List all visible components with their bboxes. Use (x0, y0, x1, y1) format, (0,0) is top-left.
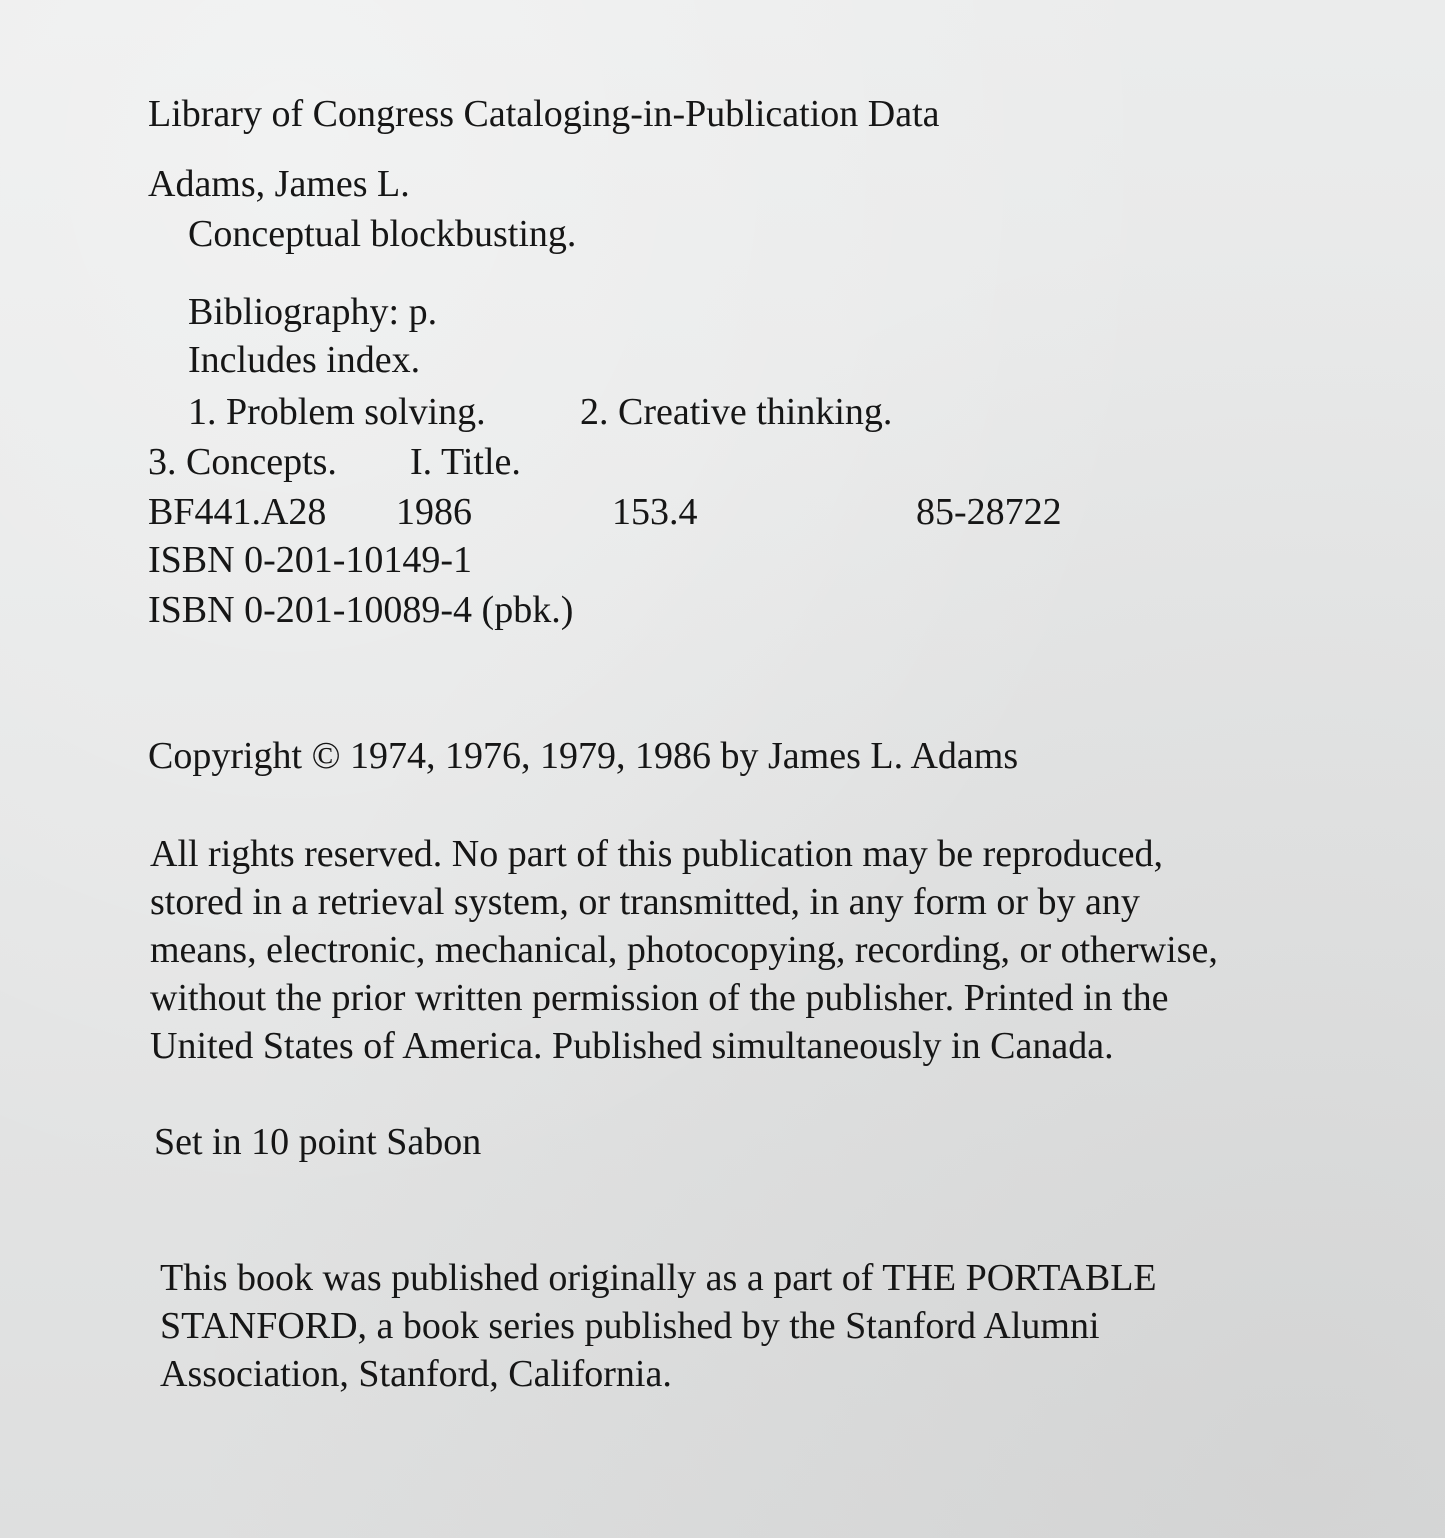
rights-line: without the prior written permission of the publisher. Printed in the (150, 977, 1169, 1019)
rights-line: stored in a retrieval system, or transmitted, in any form or by any (150, 881, 1140, 923)
cip-title: Conceptual blockbusting. (188, 213, 577, 255)
rights-line: United States of America. Published simultaneously in Canada. (150, 1025, 1114, 1067)
origin-line: Association, Stanford, California. (160, 1353, 672, 1395)
origin-paragraph (160, 1254, 1157, 1398)
typeface-note: Set in 10 point Sabon (154, 1121, 482, 1163)
isbn-paperback: ISBN 0-201-10089-4 (pbk.) (148, 589, 574, 631)
origin-line: STANFORD, a book series published by the Stanford Alumni (160, 1305, 1100, 1347)
subject-title: I. Title. (410, 441, 521, 483)
isbn-cloth: ISBN 0-201-10149-1 (148, 539, 473, 581)
rights-line: means, electronic, mechanical, photocopying, recording, or otherwise, (150, 929, 1218, 971)
rights-line: All rights reserved. No part of this publication may be reproduced, (150, 833, 1164, 875)
cip-subjects-line-1 (188, 390, 892, 434)
cip-index: Includes index. (188, 339, 421, 381)
subject-concepts: 3. Concepts. (148, 441, 337, 483)
subject-creative-thinking: 2. Creative thinking. (580, 391, 893, 433)
cip-classification (148, 490, 1062, 534)
rights-paragraph (150, 830, 1218, 1070)
cip-author: Adams, James L. (148, 163, 410, 205)
cip-heading: Library of Congress Cataloging-in-Publication Data (148, 93, 940, 135)
cip-subjects-line-2 (148, 440, 521, 484)
lccn: 85-28722 (916, 491, 1062, 533)
pub-year: 1986 (396, 491, 472, 533)
dewey-number: 153.4 (612, 491, 698, 533)
call-number: BF441.A28 (148, 491, 327, 533)
origin-line: This book was published originally as a part of THE PORTABLE (160, 1257, 1157, 1299)
copyright-notice: Copyright © 1974, 1976, 1979, 1986 by James L. Adams (148, 735, 1019, 777)
cip-bibliography: Bibliography: p. (188, 291, 438, 333)
subject-problem-solving: 1. Problem solving. (188, 391, 486, 433)
